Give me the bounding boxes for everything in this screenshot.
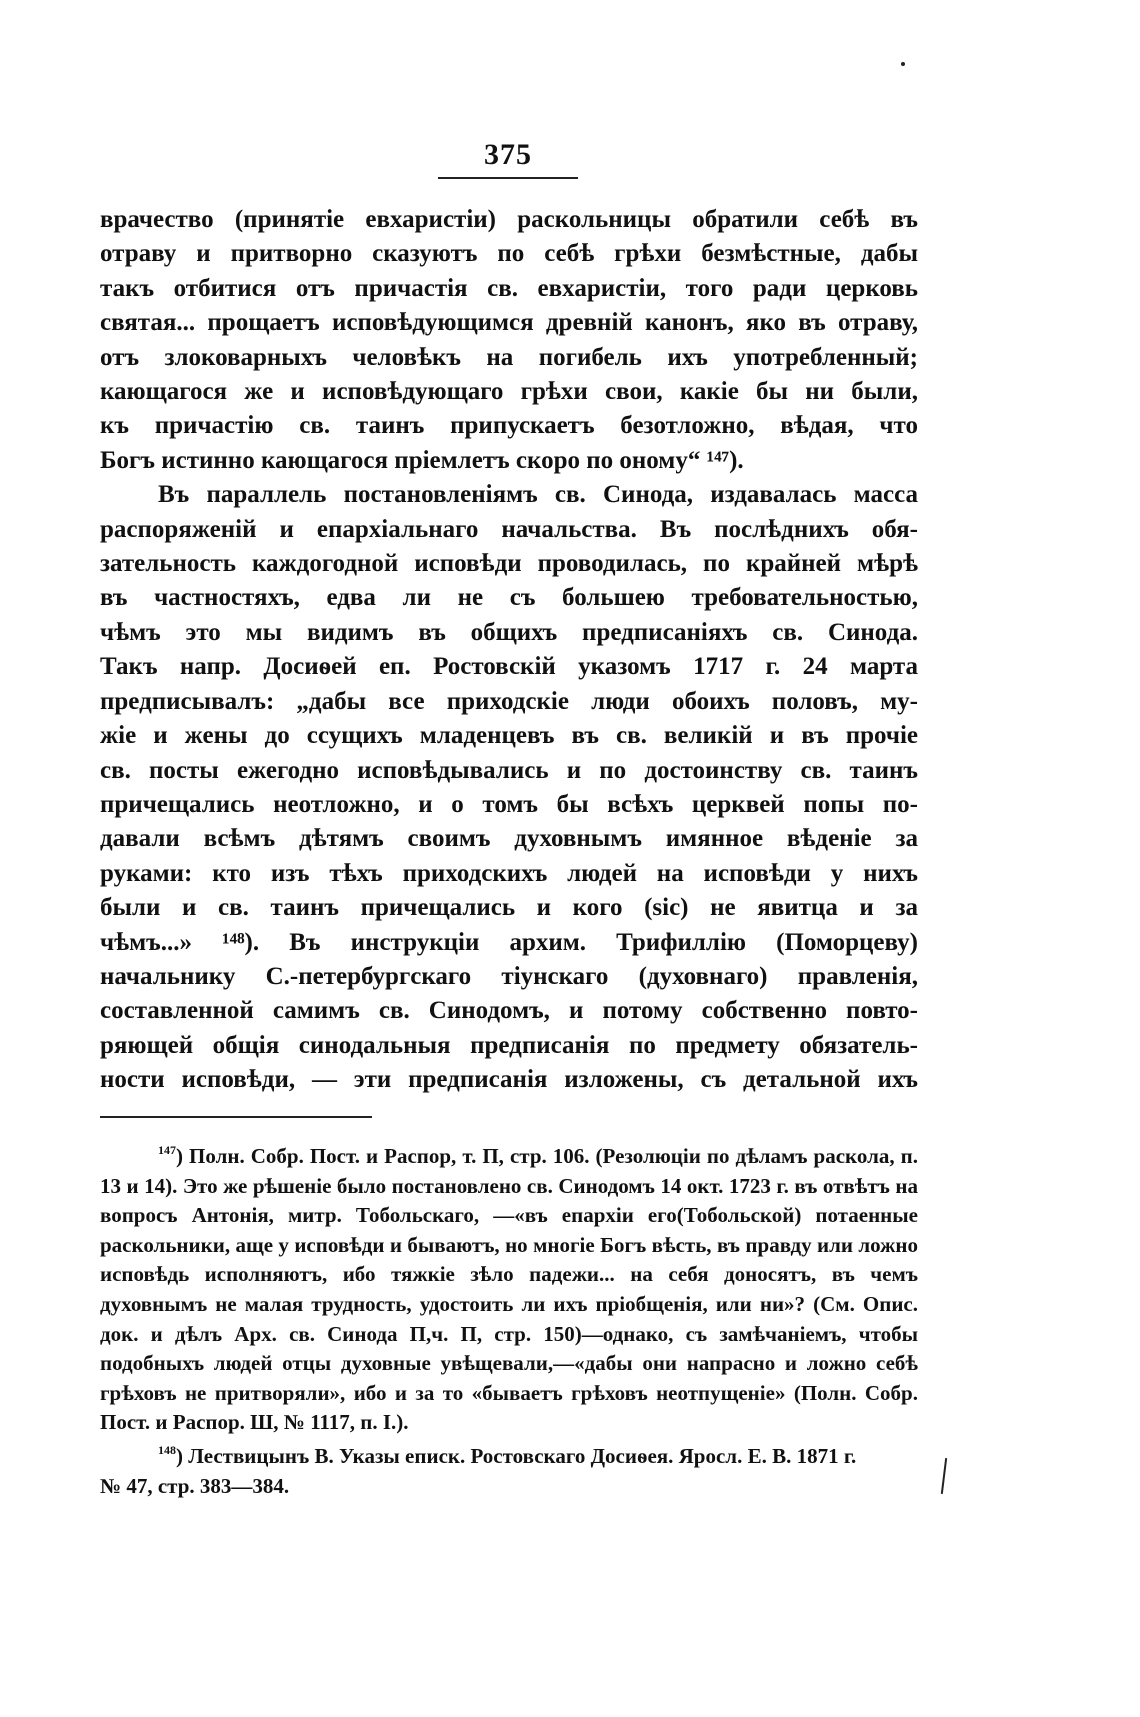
text-line: жіе и жены до ссущихъ младенцевъ въ св. великій и въ прочіе	[100, 722, 918, 750]
text-line: святая... прощаетъ исповѣдующимся древній канонъ, яко въ отраву,	[100, 309, 918, 337]
text-line: св. посты ежегодно исповѣдывались и по достоинству св. таинъ	[100, 756, 918, 784]
text-line: ряющей общія синодальныя предписанія по предмету обязатель-	[100, 1031, 918, 1059]
text-line: чѣмъ...» ¹⁴⁸). Въ инструкціи архим. Трифиллію (Поморцеву)	[100, 928, 918, 956]
footnotes	[100, 1142, 918, 1501]
page-number-rule	[438, 177, 578, 179]
text-line: Въ параллель постановленіямъ св. Синода, издавалась масса	[158, 481, 918, 509]
text-line: начальнику С.-петербургскаго тіунскаго (духовнаго) правленія,	[100, 962, 918, 990]
text-line: распоряженій и епархіальнаго начальства. Въ послѣднихъ обя-	[100, 515, 918, 543]
text-line: въ частностяхъ, едва ли не съ большею требовательностью,	[100, 584, 918, 612]
text-line: ности исповѣди, — эти предписанія изложены, съ детальной ихъ	[100, 1066, 918, 1094]
footnote-147	[100, 1142, 918, 1438]
text-line: предписывалъ: „дабы все приходскіе люди обоихъ половъ, му-	[100, 687, 918, 715]
text-line: Такъ напр. Досиѳей еп. Ростовскій указомъ 1717 г. 24 марта	[100, 653, 918, 681]
text-line: Богъ истинно кающагося пріемлетъ скоро по оному“ ¹⁴⁷).	[100, 446, 744, 474]
margin-pencil-mark	[941, 1458, 947, 1494]
text-line: кающагося же и исповѣдующаго грѣхи свои, какіе бы ни были,	[100, 378, 918, 406]
footnote-text: ) Лествицынъ В. Указы епиcк. Ростовскаго Досиѳея. Яросл. Е. В. 1871 г. № 47, стр. 383—384.	[100, 1443, 857, 1498]
text-line: такъ отбитися отъ причастія св. евхаристіи, того ради церковь	[100, 274, 918, 302]
text-line: отраву и притворно сказуютъ по себѣ грѣхи безмѣстные, дабы	[100, 240, 918, 268]
ink-dot	[901, 62, 905, 66]
footnote-148	[100, 1442, 860, 1501]
text-line: были и св. таинъ причещались и кого (sic) не явитца и за	[100, 894, 918, 922]
page-number: 375	[484, 138, 532, 171]
text-line: зательность каждогодной исповѣди проводилась, по крайней мѣрѣ	[100, 550, 918, 578]
main-text	[100, 203, 918, 1098]
text-line: давали всѣмъ дѣтямъ своимъ духовнымъ имянное вѣденіе за	[100, 825, 918, 853]
footnote-separator	[100, 1116, 372, 1118]
text-line: отъ злоковарныхъ человѣкъ на погибель ихъ употребленный;	[100, 343, 918, 371]
text-line: врачество (принятіе евхаристіи) раскольницы обратили себѣ въ	[100, 206, 918, 233]
footnote-marker: 148	[158, 1442, 176, 1457]
footnote-text: ) Полн. Собр. Пост. и Распор, т. П, стр. 106. (Резолюціи по дѣламъ раскола, п. 13 и 14). Это же рѣшеніе было постановлено св. Синодомъ 14 окт. 1723 г. въ отвѣтъ на вопросъ Антонія, митр. Тобольскаго, —«въ епархіи его(Тобольской) потаенные раскольники, аще у исповѣди и бываютъ, но многіе Богъ вѣсть, въ правду или ложно исповѣдь исполняютъ, ибо тяжкіе зѣло падежи... на себя доносятъ, въ чемъ духовнымъ не малая трудность, удостоить ли ихъ пріобщенія, или ни»? (См. Опис. док. и дѣлъ Арх. св. Синода П,ч. П, стр. 150)—однако, съ замѣчаніемъ, чтобы подобныхъ людей отцы духовные увѣщевали,—«дабы они напрасно и ложно себѣ грѣховъ не притворяли», ибо и за то «бываетъ грѣховъ неотпущеніе» (Полн. Собр. Пост. и Распор. Ш, № 1117, п. I.).	[100, 1144, 918, 1435]
text-line: руками: кто изъ тѣхъ приходскихъ людей на исповѣди у нихъ	[100, 859, 918, 887]
text-line: составленной самимъ св. Синодомъ, и потому собственно повто-	[100, 997, 918, 1025]
text-line: къ причастію св. таинъ припускаетъ безотложно, вѣдая, что	[100, 412, 918, 440]
text-line: чѣмъ это мы видимъ въ общихъ предписаніяхъ св. Синода.	[100, 618, 918, 646]
text-line: причещались неотложно, и о томъ бы всѣхъ церквей попы по-	[100, 790, 918, 818]
footnote-marker: 147	[158, 1143, 176, 1157]
